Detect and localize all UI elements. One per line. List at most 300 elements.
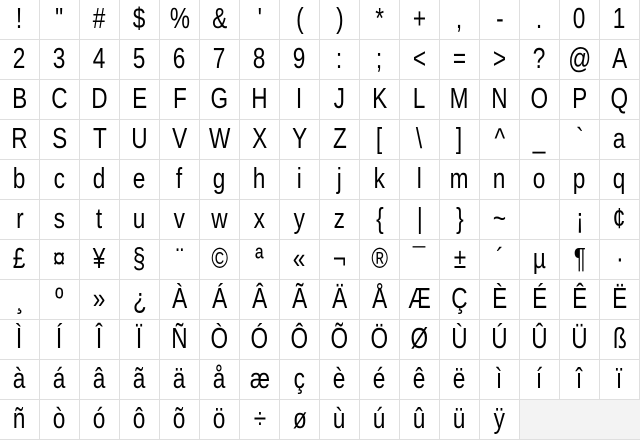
glyph-cell[interactable] xyxy=(400,200,440,240)
glyph-cell[interactable] xyxy=(280,40,320,80)
glyph: < xyxy=(412,43,427,75)
glyph-cell[interactable] xyxy=(0,240,40,280)
glyph-cell[interactable] xyxy=(200,40,240,80)
glyph: A xyxy=(611,43,628,75)
glyph: 3 xyxy=(53,43,66,75)
glyph-cell[interactable] xyxy=(400,240,440,280)
glyph: T xyxy=(92,123,107,155)
glyph: l xyxy=(416,163,423,195)
glyph: ï xyxy=(616,363,623,395)
glyph-cell[interactable] xyxy=(280,160,320,200)
glyph-cell[interactable] xyxy=(320,280,360,320)
glyph-cell[interactable] xyxy=(400,360,440,400)
glyph-cell[interactable] xyxy=(200,0,240,40)
glyph-cell[interactable] xyxy=(400,160,440,200)
glyph: M xyxy=(450,83,469,115)
glyph-cell[interactable] xyxy=(0,320,40,360)
glyph-cell[interactable] xyxy=(480,80,520,120)
glyph-cell[interactable] xyxy=(0,40,40,80)
glyph-cell[interactable] xyxy=(480,120,520,160)
glyph-cell[interactable] xyxy=(200,240,240,280)
glyph-cell[interactable] xyxy=(120,0,160,40)
glyph-cell[interactable] xyxy=(560,80,600,120)
glyph: Â xyxy=(251,283,268,315)
glyph: ´ xyxy=(495,243,504,275)
glyph: ` xyxy=(575,123,584,155)
glyph-cell[interactable] xyxy=(520,240,560,280)
glyph: ÷ xyxy=(253,403,266,435)
glyph-cell[interactable] xyxy=(160,240,200,280)
glyph: ; xyxy=(376,43,383,75)
glyph-cell[interactable] xyxy=(520,40,560,80)
glyph: ! xyxy=(16,3,23,35)
glyph: f xyxy=(176,163,183,195)
glyph: ç xyxy=(293,363,306,395)
glyph-cell[interactable] xyxy=(600,320,640,360)
glyph-cell[interactable] xyxy=(160,40,200,80)
glyph-cell[interactable] xyxy=(520,280,560,320)
glyph: Ù xyxy=(451,323,468,355)
glyph-cell[interactable] xyxy=(440,320,480,360)
glyph: é xyxy=(373,363,386,395)
glyph: â xyxy=(93,363,106,395)
glyph: P xyxy=(571,83,588,115)
glyph-cell[interactable] xyxy=(80,240,120,280)
glyph: å xyxy=(213,363,226,395)
glyph-cell[interactable] xyxy=(0,360,40,400)
glyph-cell[interactable] xyxy=(440,120,480,160)
glyph: µ xyxy=(532,243,547,275)
glyph-cell[interactable] xyxy=(240,160,280,200)
glyph: ß xyxy=(612,323,627,355)
glyph: È xyxy=(491,283,508,315)
glyph: O xyxy=(530,83,549,115)
glyph: ± xyxy=(453,243,466,275)
glyph: + xyxy=(412,3,427,35)
glyph-cell[interactable] xyxy=(400,120,440,160)
glyph: Í xyxy=(56,323,63,355)
glyph-cell[interactable] xyxy=(40,40,80,80)
glyph: k xyxy=(373,163,386,195)
glyph-cell[interactable] xyxy=(400,400,440,440)
glyph: 7 xyxy=(213,43,226,75)
glyph-cell[interactable] xyxy=(40,240,80,280)
glyph: ~ xyxy=(492,203,507,235)
glyph: ÿ xyxy=(493,403,506,435)
glyph-cell[interactable] xyxy=(320,40,360,80)
glyph: ª xyxy=(255,243,264,275)
glyph-cell[interactable] xyxy=(480,200,520,240)
glyph-cell[interactable] xyxy=(160,160,200,200)
glyph-cell[interactable] xyxy=(120,280,160,320)
glyph: $ xyxy=(133,3,146,35)
glyph-cell[interactable] xyxy=(80,360,120,400)
glyph: ä xyxy=(173,363,186,395)
glyph-cell[interactable] xyxy=(560,160,600,200)
glyph-cell[interactable] xyxy=(120,120,160,160)
glyph-cell[interactable] xyxy=(280,80,320,120)
glyph-cell[interactable] xyxy=(360,320,400,360)
glyph-cell[interactable] xyxy=(200,120,240,160)
glyph-cell[interactable] xyxy=(480,320,520,360)
glyph-cell[interactable] xyxy=(160,0,200,40)
glyph: » xyxy=(93,283,106,315)
glyph-cell[interactable] xyxy=(120,240,160,280)
glyph-cell[interactable] xyxy=(0,200,40,240)
glyph-cell[interactable] xyxy=(40,120,80,160)
glyph-cell[interactable] xyxy=(600,80,640,120)
glyph-cell[interactable] xyxy=(0,280,40,320)
glyph: y xyxy=(293,203,306,235)
glyph-cell[interactable] xyxy=(600,360,640,400)
glyph-cell[interactable] xyxy=(240,360,280,400)
glyph: Æ xyxy=(408,283,431,315)
glyph-cell[interactable] xyxy=(200,280,240,320)
glyph: | xyxy=(416,203,423,235)
glyph-cell[interactable] xyxy=(440,80,480,120)
glyph-cell[interactable] xyxy=(320,360,360,400)
glyph-cell[interactable] xyxy=(480,400,520,440)
glyph-cell[interactable] xyxy=(600,280,640,320)
glyph: ô xyxy=(133,403,146,435)
glyph: ^ xyxy=(494,123,505,155)
glyph: } xyxy=(455,203,464,235)
glyph: V xyxy=(171,123,188,155)
glyph-cell[interactable] xyxy=(40,360,80,400)
glyph-cell[interactable] xyxy=(240,0,280,40)
empty-region xyxy=(520,400,640,440)
glyph-cell[interactable] xyxy=(200,160,240,200)
glyph: ì xyxy=(496,363,503,395)
glyph-cell[interactable] xyxy=(80,200,120,240)
glyph: . xyxy=(536,3,543,35)
glyph-cell[interactable] xyxy=(40,160,80,200)
glyph: ? xyxy=(533,43,546,75)
glyph: B xyxy=(11,83,28,115)
glyph-cell[interactable] xyxy=(160,360,200,400)
glyph: 5 xyxy=(133,43,146,75)
glyph: Ó xyxy=(250,323,269,355)
glyph: I xyxy=(296,83,303,115)
glyph: Z xyxy=(332,123,347,155)
glyph-cell[interactable] xyxy=(600,40,640,80)
glyph-cell[interactable] xyxy=(360,400,400,440)
glyph-cell[interactable] xyxy=(400,0,440,40)
glyph-cell[interactable] xyxy=(400,80,440,120)
glyph-cell[interactable] xyxy=(480,160,520,200)
glyph-cell[interactable] xyxy=(200,400,240,440)
glyph: ) xyxy=(335,3,344,35)
glyph: m xyxy=(450,163,469,195)
glyph: Ñ xyxy=(171,323,188,355)
glyph-cell[interactable] xyxy=(40,320,80,360)
glyph-cell[interactable] xyxy=(600,160,640,200)
glyph-cell[interactable] xyxy=(440,160,480,200)
glyph-cell[interactable] xyxy=(40,80,80,120)
glyph-cell[interactable] xyxy=(120,400,160,440)
glyph-cell[interactable] xyxy=(560,240,600,280)
glyph-cell[interactable] xyxy=(440,240,480,280)
glyph-cell[interactable] xyxy=(120,320,160,360)
glyph: & xyxy=(211,3,228,35)
glyph-cell[interactable] xyxy=(240,280,280,320)
glyph-cell[interactable] xyxy=(600,120,640,160)
glyph-cell[interactable] xyxy=(200,200,240,240)
glyph-cell[interactable] xyxy=(360,360,400,400)
glyph-cell[interactable] xyxy=(440,360,480,400)
glyph: ø xyxy=(292,403,307,435)
glyph-cell[interactable] xyxy=(520,200,560,240)
glyph-cell[interactable] xyxy=(520,320,560,360)
glyph-cell[interactable] xyxy=(240,200,280,240)
glyph: r xyxy=(15,203,24,235)
glyph: D xyxy=(91,83,108,115)
glyph-cell[interactable] xyxy=(40,400,80,440)
glyph: > xyxy=(492,43,507,75)
glyph-cell[interactable] xyxy=(400,280,440,320)
glyph-cell[interactable] xyxy=(120,200,160,240)
glyph-cell[interactable] xyxy=(480,40,520,80)
glyph: w xyxy=(211,203,228,235)
glyph-cell[interactable] xyxy=(320,400,360,440)
glyph-cell[interactable] xyxy=(600,240,640,280)
glyph-cell[interactable] xyxy=(320,200,360,240)
glyph-cell[interactable] xyxy=(280,400,320,440)
glyph-cell[interactable] xyxy=(80,0,120,40)
glyph-cell[interactable] xyxy=(360,200,400,240)
glyph: G xyxy=(210,83,229,115)
glyph: % xyxy=(169,3,190,35)
glyph: ê xyxy=(413,363,426,395)
glyph: Q xyxy=(610,83,629,115)
glyph-cell[interactable] xyxy=(440,400,480,440)
glyph: Á xyxy=(211,283,228,315)
glyph-cell[interactable] xyxy=(440,40,480,80)
glyph-cell[interactable] xyxy=(480,0,520,40)
glyph: : xyxy=(336,43,343,75)
glyph-cell[interactable] xyxy=(320,240,360,280)
glyph-cell[interactable] xyxy=(240,400,280,440)
glyph-cell[interactable] xyxy=(160,120,200,160)
glyph: o xyxy=(533,163,546,195)
glyph-cell[interactable] xyxy=(400,40,440,80)
glyph-cell[interactable] xyxy=(560,320,600,360)
glyph: 1 xyxy=(613,3,626,35)
glyph-cell[interactable] xyxy=(80,160,120,200)
glyph-cell[interactable] xyxy=(200,80,240,120)
glyph: = xyxy=(452,43,467,75)
glyph: Ã xyxy=(291,283,308,315)
glyph-cell[interactable] xyxy=(80,120,120,160)
glyph: X xyxy=(251,123,268,155)
glyph-cell[interactable] xyxy=(240,80,280,120)
glyph-cell[interactable] xyxy=(320,160,360,200)
glyph-cell[interactable] xyxy=(160,320,200,360)
glyph-cell[interactable] xyxy=(360,240,400,280)
glyph: ¥ xyxy=(93,243,106,275)
glyph-cell[interactable] xyxy=(560,280,600,320)
glyph: Ö xyxy=(370,323,389,355)
glyph: E xyxy=(131,83,148,115)
glyph-cell[interactable] xyxy=(480,280,520,320)
glyph-cell[interactable] xyxy=(200,360,240,400)
glyph: , xyxy=(456,3,463,35)
glyph-cell[interactable] xyxy=(560,360,600,400)
glyph-cell[interactable] xyxy=(480,360,520,400)
glyph-cell[interactable] xyxy=(240,320,280,360)
glyph: ¯ xyxy=(413,243,426,275)
glyph-cell[interactable] xyxy=(320,120,360,160)
glyph-cell[interactable] xyxy=(280,120,320,160)
glyph: ó xyxy=(93,403,106,435)
glyph-cell[interactable] xyxy=(120,160,160,200)
glyph-cell[interactable] xyxy=(440,200,480,240)
glyph-cell[interactable] xyxy=(360,0,400,40)
glyph-cell[interactable] xyxy=(40,0,80,40)
glyph-cell[interactable] xyxy=(520,80,560,120)
glyph-cell[interactable] xyxy=(320,0,360,40)
glyph-cell[interactable] xyxy=(240,40,280,80)
glyph: Ô xyxy=(290,323,309,355)
glyph-cell[interactable] xyxy=(360,160,400,200)
glyph-cell[interactable] xyxy=(80,280,120,320)
glyph-cell[interactable] xyxy=(520,360,560,400)
glyph-cell[interactable] xyxy=(280,360,320,400)
glyph: À xyxy=(171,283,188,315)
glyph: Û xyxy=(531,323,548,355)
glyph: _ xyxy=(533,123,546,155)
glyph-cell[interactable] xyxy=(120,80,160,120)
glyph: q xyxy=(613,163,626,195)
glyph-cell[interactable] xyxy=(480,240,520,280)
glyph: Ë xyxy=(611,283,628,315)
glyph: û xyxy=(413,403,426,435)
glyph: õ xyxy=(173,403,186,435)
glyph-cell[interactable] xyxy=(280,0,320,40)
glyph: L xyxy=(413,83,426,115)
glyph-cell[interactable] xyxy=(520,0,560,40)
glyph-cell[interactable] xyxy=(120,40,160,80)
glyph: 2 xyxy=(13,43,26,75)
glyph-cell[interactable] xyxy=(600,200,640,240)
glyph-cell[interactable] xyxy=(160,200,200,240)
glyph-cell[interactable] xyxy=(160,80,200,120)
glyph: æ xyxy=(249,363,270,395)
glyph: a xyxy=(613,123,626,155)
glyph-cell[interactable] xyxy=(360,80,400,120)
glyph-cell[interactable] xyxy=(440,280,480,320)
glyph-cell[interactable] xyxy=(200,320,240,360)
glyph: ñ xyxy=(13,403,26,435)
glyph-cell[interactable] xyxy=(520,120,560,160)
glyph: N xyxy=(491,83,508,115)
glyph: \ xyxy=(416,123,423,155)
glyph-cell[interactable] xyxy=(80,320,120,360)
glyph-cell[interactable] xyxy=(0,120,40,160)
glyph-cell[interactable] xyxy=(560,40,600,80)
glyph-cell[interactable] xyxy=(0,160,40,200)
glyph-cell[interactable] xyxy=(360,120,400,160)
glyph: 4 xyxy=(93,43,106,75)
glyph: Ì xyxy=(16,323,23,355)
glyph-cell[interactable] xyxy=(560,0,600,40)
glyph-cell[interactable] xyxy=(160,400,200,440)
glyph-cell[interactable] xyxy=(280,320,320,360)
glyph: h xyxy=(253,163,266,195)
glyph-cell[interactable] xyxy=(0,0,40,40)
glyph: z xyxy=(333,203,346,235)
glyph: 6 xyxy=(173,43,186,75)
glyph-cell[interactable] xyxy=(0,80,40,120)
glyph-cell[interactable] xyxy=(80,80,120,120)
glyph: ] xyxy=(456,123,463,155)
glyph-cell[interactable] xyxy=(120,360,160,400)
glyph-cell[interactable] xyxy=(360,280,400,320)
glyph: c xyxy=(53,163,66,195)
glyph: Ï xyxy=(136,323,143,355)
glyph-cell[interactable] xyxy=(280,200,320,240)
glyph: ¡ xyxy=(575,203,584,235)
glyph-cell[interactable] xyxy=(280,280,320,320)
glyph-cell[interactable] xyxy=(400,320,440,360)
glyph: b xyxy=(13,163,26,195)
glyph: ¤ xyxy=(53,243,66,275)
glyph: t xyxy=(96,203,103,235)
glyph-cell[interactable] xyxy=(80,400,120,440)
glyph-cell[interactable] xyxy=(360,40,400,80)
glyph: º xyxy=(55,283,64,315)
glyph: á xyxy=(53,363,66,395)
glyph: É xyxy=(531,283,548,315)
glyph-cell[interactable] xyxy=(160,280,200,320)
glyph-cell[interactable] xyxy=(0,400,40,440)
glyph: e xyxy=(133,163,146,195)
glyph-cell[interactable] xyxy=(560,200,600,240)
glyph: x xyxy=(253,203,266,235)
glyph: W xyxy=(208,123,231,155)
glyph-cell[interactable] xyxy=(320,80,360,120)
glyph-cell[interactable] xyxy=(40,200,80,240)
glyph-cell[interactable] xyxy=(440,0,480,40)
glyph-cell[interactable] xyxy=(320,320,360,360)
glyph-cell[interactable] xyxy=(240,240,280,280)
glyph-cell[interactable] xyxy=(40,280,80,320)
glyph: { xyxy=(375,203,384,235)
glyph-cell[interactable] xyxy=(80,40,120,80)
glyph: · xyxy=(615,243,624,275)
glyph: à xyxy=(13,363,26,395)
glyph: 8 xyxy=(253,43,266,75)
glyph-cell[interactable] xyxy=(240,120,280,160)
glyph: ë xyxy=(453,363,466,395)
glyph: § xyxy=(133,243,146,275)
glyph: ¨ xyxy=(175,243,184,275)
glyph: Ç xyxy=(451,283,468,315)
glyph-cell[interactable] xyxy=(560,120,600,160)
glyph: Õ xyxy=(330,323,349,355)
glyph: ü xyxy=(453,403,466,435)
glyph: s xyxy=(53,203,66,235)
glyph-cell[interactable] xyxy=(520,160,560,200)
glyph: U xyxy=(131,123,148,155)
glyph: ¬ xyxy=(332,243,347,275)
glyph: ù xyxy=(333,403,346,435)
glyph: « xyxy=(293,243,306,275)
glyph: £ xyxy=(13,243,26,275)
glyph-cell[interactable] xyxy=(600,0,640,40)
glyph-cell[interactable] xyxy=(280,240,320,280)
glyph: ¶ xyxy=(573,243,586,275)
